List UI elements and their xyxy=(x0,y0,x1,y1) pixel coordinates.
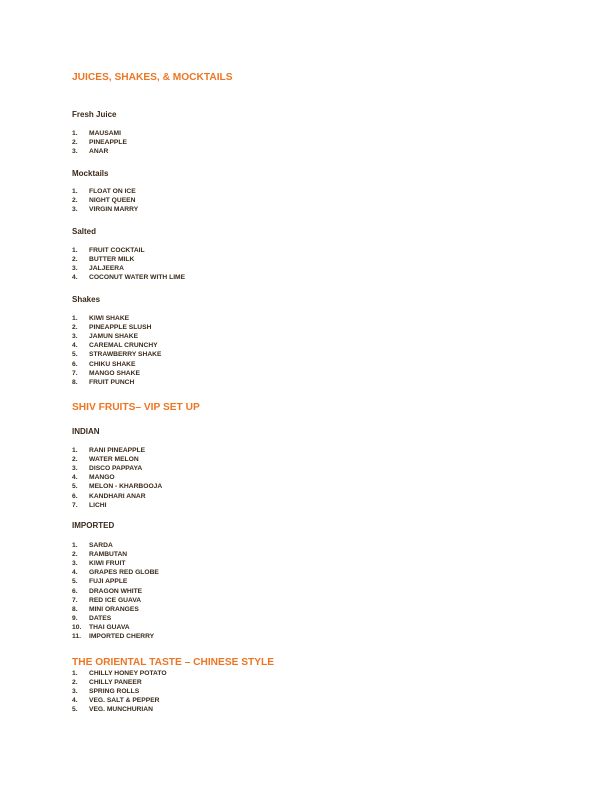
list-item-number: 2. xyxy=(72,679,78,687)
list-item xyxy=(72,678,167,687)
list-item-text: MANGO SHAKE xyxy=(89,369,140,377)
list-item-number: 3. xyxy=(72,148,78,156)
list-item-text: STRAWBERRY SHAKE xyxy=(89,351,162,359)
list-item-text: LICHI xyxy=(89,501,107,509)
list-item-number: 5. xyxy=(72,706,78,714)
list-item-text: KIWI SHAKE xyxy=(89,315,130,323)
list-item-text: COCONUT WATER WITH LIME xyxy=(89,274,186,282)
list-item xyxy=(72,205,138,214)
subheading-mocktails: Mocktails xyxy=(72,169,109,178)
list-item-text: CHILLY HONEY POTATO xyxy=(89,670,167,678)
list-item-text: ANAR xyxy=(89,148,109,156)
list-item-number: 8. xyxy=(72,378,78,386)
list-item-number: 10. xyxy=(72,623,82,631)
list-item-number: 4. xyxy=(72,274,78,282)
list-item-number: 5. xyxy=(72,578,78,586)
list-item-text: FRUIT COCKTAIL xyxy=(89,247,145,255)
list-item xyxy=(72,446,162,455)
list-item-number: 3. xyxy=(72,465,78,473)
list-item-text: RAMBUTAN xyxy=(89,551,128,559)
list-item-text: DATES xyxy=(89,614,112,622)
subheading-imported: IMPORTED xyxy=(72,521,115,530)
subheading-fresh-juice: Fresh Juice xyxy=(72,110,117,119)
list-item-text: BUTTER MILK xyxy=(89,256,135,264)
list-item-number: 4. xyxy=(72,697,78,705)
list-item-text: RANI PINEAPPLE xyxy=(89,447,146,455)
list-item xyxy=(72,696,167,705)
list-item-text: VEG. MUNCHURIAN xyxy=(89,706,153,714)
list-item-text: MAUSAMI xyxy=(89,130,121,138)
list-item-number: 6. xyxy=(72,587,78,595)
list-item-number: 2. xyxy=(72,197,78,205)
list-item xyxy=(72,669,167,678)
list-item xyxy=(72,541,159,550)
list-item-number: 3. xyxy=(72,333,78,341)
list-item xyxy=(72,550,159,559)
list-item xyxy=(72,464,162,473)
section-title-oriental: THE ORIENTAL TASTE – CHINESE STYLE xyxy=(72,657,275,668)
list-item xyxy=(72,473,162,482)
list-item xyxy=(72,705,167,714)
list-item xyxy=(72,568,159,577)
list-item-number: 1. xyxy=(72,670,78,678)
list-item-text: CAREMAL CRUNCHY xyxy=(89,342,158,350)
list-item xyxy=(72,264,185,273)
list-item-text: IMPORTED CHERRY xyxy=(89,632,155,640)
subheading-shakes: Shakes xyxy=(72,295,101,304)
list-item xyxy=(72,614,159,623)
list-item xyxy=(72,623,159,632)
list-item-number: 6. xyxy=(72,360,78,368)
list-item xyxy=(72,246,185,255)
list-item-text: VEG. SALT & PEPPER xyxy=(89,697,160,705)
list-item xyxy=(72,359,161,368)
list-item-number: 5. xyxy=(72,351,78,359)
list-mocktails xyxy=(72,187,138,214)
list-item-text: RED ICE GUAVA xyxy=(89,596,142,604)
list-item-text: CHILLY PANEER xyxy=(89,679,142,687)
list-item-number: 5. xyxy=(72,483,78,491)
list-item-text: MELON - KHARBOOJA xyxy=(89,483,163,491)
list-item xyxy=(72,605,159,614)
list-item xyxy=(72,378,161,387)
list-item-number: 2. xyxy=(72,456,78,464)
list-item xyxy=(72,147,127,156)
list-salted xyxy=(72,246,185,282)
list-item-number: 3. xyxy=(72,206,78,214)
list-item-number: 4. xyxy=(72,474,78,482)
list-item-text: CHIKU SHAKE xyxy=(89,360,136,368)
list-item xyxy=(72,491,162,500)
list-item xyxy=(72,586,159,595)
list-oriental xyxy=(72,669,167,714)
list-item-text: FRUIT PUNCH xyxy=(89,378,135,386)
list-item xyxy=(72,187,138,196)
list-item xyxy=(72,632,159,641)
list-item-text: PINEAPPLE xyxy=(89,139,127,147)
list-item-text: DISCO PAPPAYA xyxy=(89,465,143,473)
list-indian xyxy=(72,446,162,510)
list-item xyxy=(72,369,161,378)
section-title-juices: JUICES, SHAKES, & MOCKTAILS xyxy=(72,72,233,83)
list-item xyxy=(72,273,185,282)
subheading-indian: INDIAN xyxy=(72,427,100,436)
list-item xyxy=(72,341,161,350)
list-item-text: PINEAPPLE SLUSH xyxy=(89,324,152,332)
list-fresh-juice xyxy=(72,129,127,156)
list-item xyxy=(72,138,127,147)
list-item xyxy=(72,501,162,510)
list-item-text: GRAPES RED GLOBE xyxy=(89,569,159,577)
list-item xyxy=(72,350,161,359)
list-item xyxy=(72,559,159,568)
list-item-number: 7. xyxy=(72,596,78,604)
list-item-text: JALJEERA xyxy=(89,265,124,273)
list-item-text: KANDHARI ANAR xyxy=(89,492,146,500)
list-item-number: 3. xyxy=(72,265,78,273)
list-item xyxy=(72,482,162,491)
list-item-number: 7. xyxy=(72,369,78,377)
list-item-text: THAI GUAVA xyxy=(89,623,130,631)
list-item-text: FLOAT ON ICE xyxy=(89,188,136,196)
list-imported xyxy=(72,541,159,641)
list-item-number: 4. xyxy=(72,569,78,577)
section-title-shiv-fruits: SHIV FRUITS– VIP SET UP xyxy=(72,402,200,413)
list-item xyxy=(72,577,159,586)
list-item-text: MINI ORANGES xyxy=(89,605,139,613)
list-item-number: 1. xyxy=(72,188,78,196)
list-item-number: 9. xyxy=(72,614,78,622)
list-item-number: 7. xyxy=(72,501,78,509)
list-item-number: 2. xyxy=(72,256,78,264)
list-item-number: 6. xyxy=(72,492,78,500)
list-item-number: 2. xyxy=(72,324,78,332)
list-shakes xyxy=(72,314,161,387)
list-item xyxy=(72,596,159,605)
list-item xyxy=(72,323,161,332)
list-item xyxy=(72,687,167,696)
subheading-salted: Salted xyxy=(72,227,97,236)
list-item-text: NIGHT QUEEN xyxy=(89,197,136,205)
list-item-text: JAMUN SHAKE xyxy=(89,333,139,341)
list-item-number: 1. xyxy=(72,447,78,455)
list-item-number: 1. xyxy=(72,247,78,255)
list-item-number: 3. xyxy=(72,688,78,696)
list-item xyxy=(72,129,127,138)
list-item-number: 2. xyxy=(72,139,78,147)
list-item-text: SPRING ROLLS xyxy=(89,688,140,696)
list-item-number: 1. xyxy=(72,542,78,550)
list-item-number: 3. xyxy=(72,560,78,568)
list-item-text: WATER MELON xyxy=(89,456,139,464)
list-item-text: MANGO xyxy=(89,474,115,482)
list-item xyxy=(72,196,138,205)
list-item xyxy=(72,255,185,264)
list-item xyxy=(72,455,162,464)
list-item-number: 1. xyxy=(72,130,78,138)
list-item-number: 1. xyxy=(72,315,78,323)
list-item-text: DRAGON WHITE xyxy=(89,587,143,595)
list-item-text: FUJI APPLE xyxy=(89,578,128,586)
list-item xyxy=(72,314,161,323)
list-item xyxy=(72,332,161,341)
list-item-number: 8. xyxy=(72,605,78,613)
list-item-text: VIRGIN MARRY xyxy=(89,206,139,214)
list-item-text: KIWI FRUIT xyxy=(89,560,126,568)
list-item-number: 4. xyxy=(72,342,78,350)
list-item-text: SARDA xyxy=(89,542,113,550)
list-item-number: 11. xyxy=(72,632,81,640)
list-item-number: 2. xyxy=(72,551,78,559)
